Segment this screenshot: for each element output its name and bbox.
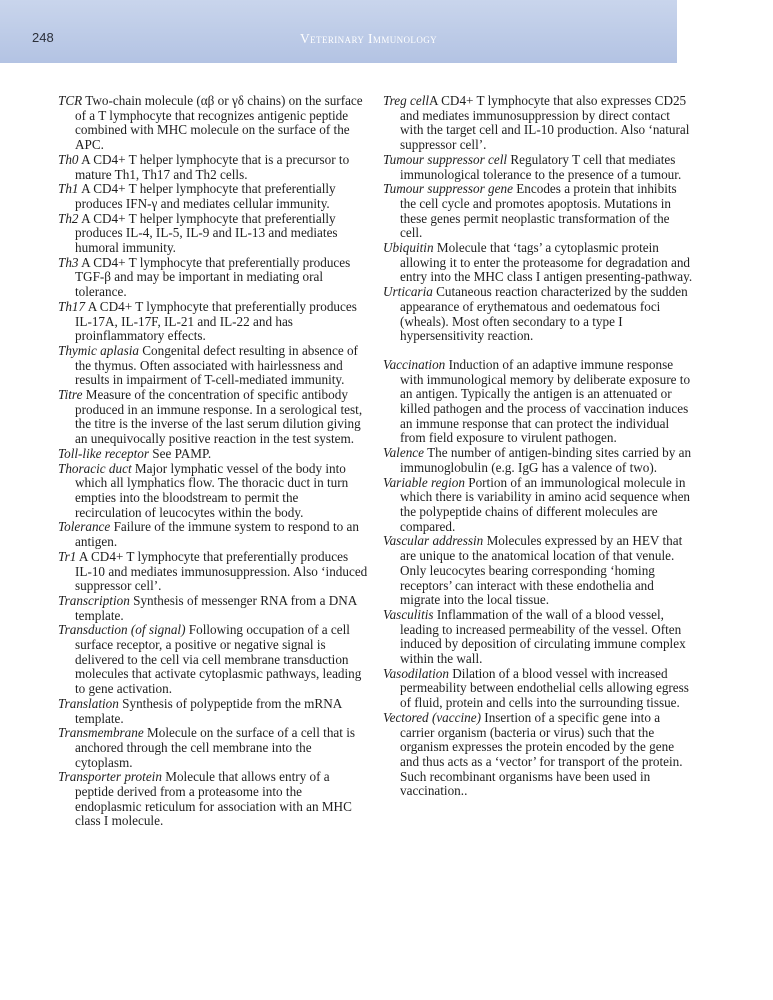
glossary-term: Transmembrane — [58, 725, 144, 741]
glossary-entry — [383, 476, 693, 535]
glossary-entry — [58, 520, 368, 549]
glossary-definition: Synthesis of polypeptide from the mRNA template. — [75, 695, 342, 726]
glossary-term: Th0 — [58, 151, 79, 167]
glossary-definition: A CD4+ T lymphocyte that also expresses CD25 and mediates immunosuppression by direct contact with the target cell and IL-10 production. Also ‘natural suppressor cell’. — [400, 93, 690, 153]
glossary-entry — [383, 711, 693, 799]
glossary-term: Tr1 — [58, 548, 77, 564]
glossary-definition: Inflammation of the wall of a blood vessel, leading to increased permeability of the vessel. Often induced by deposition of circulating immune complex within the wall. — [400, 606, 686, 667]
glossary-entry — [58, 256, 368, 300]
glossary-entry — [58, 344, 368, 388]
glossary-term: Tumour suppressor gene — [383, 181, 513, 197]
glossary-entry — [58, 153, 368, 182]
glossary-entry — [383, 608, 693, 667]
glossary-entry — [383, 182, 693, 241]
glossary-term: Titre — [58, 387, 83, 403]
glossary-column-left — [58, 94, 368, 829]
glossary-definition: A CD4+ T helper lymphocyte that preferentially produces IFN-γ and mediates cellular immunity. — [75, 181, 336, 211]
glossary-term: Thymic aplasia — [58, 342, 139, 358]
glossary-entry — [383, 153, 693, 182]
glossary-definition: Portion of an immunological molecule in which there is variability in amino acid sequence when the polypeptide chains of different molecules are compared. — [400, 474, 691, 534]
glossary-term: Th3 — [58, 254, 79, 270]
glossary-definition: A CD4+ T lymphocyte that preferentially produces IL-17A, IL-17F, IL-21 and IL-22 and has proinflammatory effects. — [75, 298, 357, 344]
glossary-term: Thoracic duct — [58, 460, 132, 476]
glossary-entry — [383, 241, 693, 285]
glossary-definition: Synthesis of messenger RNA from a DNA template. — [75, 592, 357, 623]
glossary-entry — [58, 94, 368, 153]
glossary-definition: Molecule on the surface of a cell that is anchored through the cell membrane into the cytoplasm. — [75, 725, 356, 770]
glossary-entry — [383, 358, 693, 446]
glossary-definition: Two-chain molecule (αβ or γδ chains) on the surface of a T lymphocyte that recognizes antigenic peptide combined with MHC molecule on the surface of the APC. — [75, 93, 363, 153]
glossary-entry — [383, 94, 693, 153]
glossary-entry — [58, 462, 368, 521]
glossary-definition: A CD4+ T helper lymphocyte that is a precursor to mature Th1, Th17 and Th2 cells. — [75, 151, 350, 182]
glossary-definition: Congenital defect resulting in absence of the thymus. Often associated with hairlessness and results in impairment of T-cell-mediated immunity. — [75, 342, 358, 388]
glossary-entry — [383, 285, 693, 344]
glossary-definition: Dilation of a blood vessel with increased permeability between endothelial cells allowing egress of fluid, protein and cells into the surrounding tissue. — [400, 665, 689, 711]
glossary-entry — [383, 667, 693, 711]
glossary-definition: Regulatory T cell that mediates immunological tolerance to the presence of a tumour. — [400, 151, 682, 182]
glossary-term: Vaccination — [383, 356, 446, 372]
glossary-term: Th17 — [58, 298, 86, 314]
glossary-entry — [58, 212, 368, 256]
glossary-entry — [383, 534, 693, 608]
page-number: 248 — [32, 30, 54, 45]
glossary-definition: See PAMP. — [148, 445, 212, 461]
glossary-definition: Measure of the concentration of specific antibody produced in an immune response. In a serological test, the titre is the inverse of the last serum dilution giving an unequivocally positive reaction in the test system. — [75, 387, 363, 447]
glossary-entry — [58, 594, 368, 623]
glossary-entry — [383, 446, 693, 475]
glossary-term: Transduction (of signal) — [58, 622, 186, 638]
glossary-definition: Major lymphatic vessel of the body into which all lymphatics flow. The thoracic duct in turn empties into the bloodstream to permit the recirculation of leucocytes within the body. — [75, 460, 349, 520]
glossary-term: Vectored (vaccine) — [383, 709, 481, 725]
glossary-definition: A CD4+ T lymphocyte that preferentially produces IL-10 and mediates immunosuppression. Also ‘induced suppressor cell’. — [75, 548, 368, 594]
glossary-entry — [58, 726, 368, 770]
glossary-definition: A CD4+ T helper lymphocyte that preferentially produces IL-4, IL-5, IL-9 and IL-13 and mediates humoral immunity. — [75, 210, 338, 256]
glossary-term: Th2 — [58, 210, 79, 226]
glossary-definition: Failure of the immune system to respond to an antigen. — [75, 519, 359, 550]
glossary-definition: Insertion of a specific gene into a carrier organism (bacteria or virus) such that the organism expresses the protein encoded by the gene and thus acts as a ‘vector’ for transport of the protein. Such recombinant organisms have been used in vaccination.. — [400, 709, 683, 799]
glossary-definition: Molecule that ‘tags’ a cytoplasmic protein allowing it to enter the proteasome for degradation and entry into the MHC class I antigen presenting-pathway. — [400, 240, 693, 285]
glossary-definition: Encodes a protein that inhibits the cell cycle and promotes apoptosis. Mutations in these genes permit neoplastic transformation of the cell. — [400, 181, 677, 241]
glossary-term: Vasodilation — [383, 665, 449, 681]
glossary-term: Th1 — [58, 181, 79, 197]
glossary-definition: Molecule that allows entry of a peptide derived from a proteasome into the endoplasmic reticulum for association with an MHC class I molecule. — [75, 769, 352, 829]
glossary-term: Vascular addressin — [383, 533, 484, 549]
glossary-entry — [58, 770, 368, 829]
glossary-term: Tumour suppressor cell — [383, 151, 508, 167]
glossary-term: Vasculitis — [383, 606, 434, 622]
glossary-term: Urticaria — [383, 284, 433, 300]
glossary-term: Translation — [58, 695, 119, 711]
glossary-entry — [58, 388, 368, 447]
glossary-entry — [58, 550, 368, 594]
glossary-entry — [58, 182, 368, 211]
running-header-band — [0, 0, 677, 63]
glossary-term: Ubiquitin — [383, 240, 434, 256]
glossary-term: Transcription — [58, 592, 130, 608]
glossary-term: Valence — [383, 445, 425, 461]
glossary-term: Transporter protein — [58, 769, 162, 785]
glossary-definition: The number of antigen-binding sites carried by an immunoglobulin (e.g. IgG has a valence of two). — [400, 445, 692, 475]
glossary-entry — [58, 300, 368, 344]
glossary-term: Treg cell — [383, 93, 430, 108]
glossary-column-right — [383, 94, 693, 799]
glossary-definition: Molecules expressed by an HEV that are unique to the anatomical location of that venule. Only leucocytes bearing corresponding ‘homing receptors’ can interact with these endothelia and migrate into the local tissue. — [400, 533, 683, 608]
running-title: Veterinary Immunology — [300, 31, 438, 46]
glossary-term: Tolerance — [58, 519, 111, 535]
glossary-entry — [58, 623, 368, 697]
glossary-definition: Induction of an adaptive immune response with immunological memory by deliberate exposure to an antigen. Typically the antigen is an attenuated or killed pathogen and the process of vaccination induces an immune response that can protect the individual from field exposure to virulent pathogen. — [400, 356, 691, 446]
glossary-term: Variable region — [383, 474, 465, 490]
glossary-term: Toll-like receptor — [58, 445, 149, 461]
glossary-definition: A CD4+ T lymphocyte that preferentially produces TGF-β and may be important in mediating oral tolerance. — [75, 254, 351, 300]
glossary-entry — [58, 697, 368, 726]
glossary-definition: Following occupation of a cell surface receptor, a positive or negative signal is delivered to the cell via cell membrane transduction molecules that activate cytoplasmic pathways, leading to gene activation. — [75, 622, 362, 697]
glossary-entry — [58, 447, 368, 462]
glossary-term: TCR — [58, 93, 83, 108]
glossary-definition: Cutaneous reaction characterized by the sudden appearance of erythematous and oedematous foci (wheals). Most often secondary to a type I hypersensitivity reaction. — [400, 284, 688, 344]
